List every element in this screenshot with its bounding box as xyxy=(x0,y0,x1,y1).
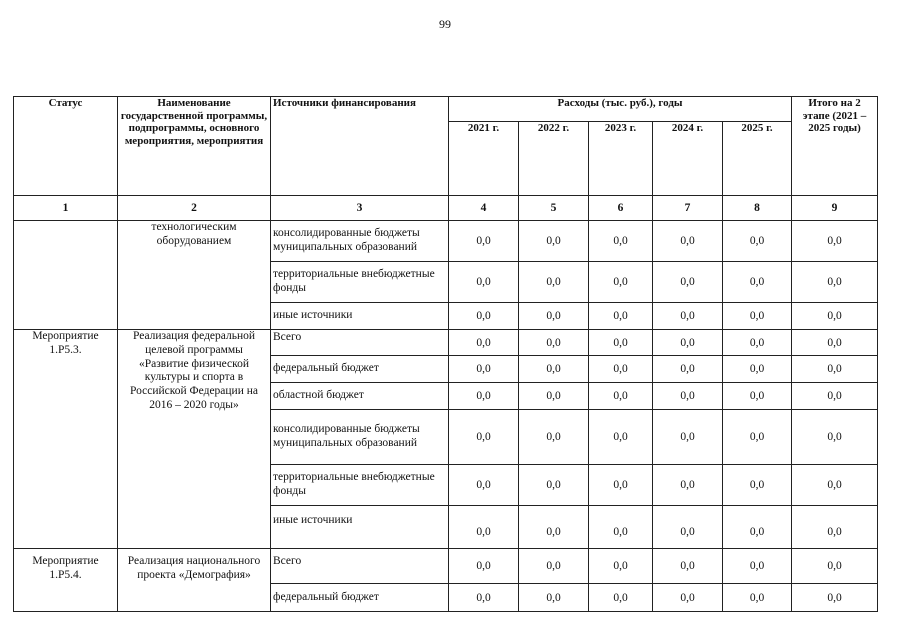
column-number: 1 xyxy=(14,196,118,221)
total-cell: 0,0 xyxy=(792,549,878,584)
value-cell: 0,0 xyxy=(589,584,653,612)
status-cell: Мероприятие 1.Р5.4. xyxy=(14,549,118,612)
value-cell: 0,0 xyxy=(519,262,589,303)
value-cell: 0,0 xyxy=(653,303,723,330)
table-row xyxy=(14,549,878,584)
header-name: Наименование государственной программы, подпрограммы, основного мероприятия, мероприятия xyxy=(118,97,271,196)
column-number-row xyxy=(14,196,878,221)
value-cell: 0,0 xyxy=(589,506,653,549)
column-number: 6 xyxy=(589,196,653,221)
value-cell: 0,0 xyxy=(449,506,519,549)
value-cell: 0,0 xyxy=(589,383,653,410)
total-cell: 0,0 xyxy=(792,410,878,465)
value-cell: 0,0 xyxy=(723,262,792,303)
value-cell: 0,0 xyxy=(653,221,723,262)
column-number: 7 xyxy=(653,196,723,221)
value-cell: 0,0 xyxy=(589,330,653,356)
column-number: 4 xyxy=(449,196,519,221)
total-cell: 0,0 xyxy=(792,330,878,356)
value-cell: 0,0 xyxy=(449,221,519,262)
header-total: Итого на 2 этапе (2021 – 2025 годы) xyxy=(792,97,878,196)
value-cell: 0,0 xyxy=(723,410,792,465)
value-cell: 0,0 xyxy=(449,356,519,383)
name-cell: технологическим оборудованием xyxy=(118,221,271,330)
value-cell: 0,0 xyxy=(653,383,723,410)
source-cell: территориальные внебюджетные фонды xyxy=(271,262,449,303)
value-cell: 0,0 xyxy=(653,584,723,612)
value-cell: 0,0 xyxy=(519,506,589,549)
column-number: 9 xyxy=(792,196,878,221)
value-cell: 0,0 xyxy=(653,356,723,383)
value-cell: 0,0 xyxy=(519,356,589,383)
value-cell: 0,0 xyxy=(589,356,653,383)
total-cell: 0,0 xyxy=(792,465,878,506)
header-year: 2025 г. xyxy=(723,122,792,196)
source-cell: Всего xyxy=(271,330,449,356)
value-cell: 0,0 xyxy=(653,549,723,584)
value-cell: 0,0 xyxy=(723,303,792,330)
header-row xyxy=(14,97,878,122)
source-cell: федеральный бюджет xyxy=(271,584,449,612)
value-cell: 0,0 xyxy=(589,410,653,465)
value-cell: 0,0 xyxy=(449,303,519,330)
value-cell: 0,0 xyxy=(723,221,792,262)
value-cell: 0,0 xyxy=(449,584,519,612)
source-cell: территориальные внебюджетные фонды xyxy=(271,465,449,506)
value-cell: 0,0 xyxy=(449,330,519,356)
table-row xyxy=(14,221,878,262)
value-cell: 0,0 xyxy=(589,549,653,584)
source-cell: консолидированные бюджеты муниципальных образований xyxy=(271,410,449,465)
header-year: 2021 г. xyxy=(449,122,519,196)
value-cell: 0,0 xyxy=(519,383,589,410)
value-cell: 0,0 xyxy=(519,221,589,262)
value-cell: 0,0 xyxy=(589,221,653,262)
value-cell: 0,0 xyxy=(653,465,723,506)
name-cell: Реализация национального проекта «Демография» xyxy=(118,549,271,612)
value-cell: 0,0 xyxy=(589,465,653,506)
value-cell: 0,0 xyxy=(589,303,653,330)
value-cell: 0,0 xyxy=(723,330,792,356)
value-cell: 0,0 xyxy=(449,383,519,410)
total-cell: 0,0 xyxy=(792,262,878,303)
value-cell: 0,0 xyxy=(519,330,589,356)
column-number: 2 xyxy=(118,196,271,221)
value-cell: 0,0 xyxy=(519,549,589,584)
value-cell: 0,0 xyxy=(653,262,723,303)
value-cell: 0,0 xyxy=(653,410,723,465)
value-cell: 0,0 xyxy=(449,410,519,465)
header-sources: Источники финансирования xyxy=(271,97,449,196)
source-cell: федеральный бюджет xyxy=(271,356,449,383)
value-cell: 0,0 xyxy=(519,465,589,506)
value-cell: 0,0 xyxy=(653,330,723,356)
value-cell: 0,0 xyxy=(653,506,723,549)
value-cell: 0,0 xyxy=(449,465,519,506)
header-year: 2023 г. xyxy=(589,122,653,196)
header-year: 2024 г. xyxy=(653,122,723,196)
source-cell: областной бюджет xyxy=(271,383,449,410)
total-cell: 0,0 xyxy=(792,383,878,410)
value-cell: 0,0 xyxy=(519,584,589,612)
value-cell: 0,0 xyxy=(449,262,519,303)
table-row xyxy=(14,330,878,356)
name-cell: Реализация федеральной целевой программы «Развитие физической культуры и спорта в Российской Федерации на 2016 – 2020 годы» xyxy=(118,330,271,549)
header-expenses: Расходы (тыс. руб.), годы xyxy=(449,97,792,122)
column-number: 5 xyxy=(519,196,589,221)
value-cell: 0,0 xyxy=(449,549,519,584)
value-cell: 0,0 xyxy=(723,584,792,612)
source-cell: иные источники xyxy=(271,506,449,549)
status-cell xyxy=(14,221,118,330)
total-cell: 0,0 xyxy=(792,506,878,549)
value-cell: 0,0 xyxy=(589,262,653,303)
page-number: 99 xyxy=(439,17,451,31)
column-number: 8 xyxy=(723,196,792,221)
value-cell: 0,0 xyxy=(723,506,792,549)
value-cell: 0,0 xyxy=(723,465,792,506)
budget-table xyxy=(13,96,878,612)
source-cell: иные источники xyxy=(271,303,449,330)
value-cell: 0,0 xyxy=(519,410,589,465)
status-cell: Мероприятие 1.Р5.3. xyxy=(14,330,118,549)
total-cell: 0,0 xyxy=(792,303,878,330)
total-cell: 0,0 xyxy=(792,356,878,383)
total-cell: 0,0 xyxy=(792,221,878,262)
source-cell: консолидированные бюджеты муниципальных образований xyxy=(271,221,449,262)
header-year: 2022 г. xyxy=(519,122,589,196)
column-number: 3 xyxy=(271,196,449,221)
value-cell: 0,0 xyxy=(723,356,792,383)
source-cell: Всего xyxy=(271,549,449,584)
value-cell: 0,0 xyxy=(723,383,792,410)
value-cell: 0,0 xyxy=(723,549,792,584)
value-cell: 0,0 xyxy=(519,303,589,330)
header-status: Статус xyxy=(14,97,118,196)
total-cell: 0,0 xyxy=(792,584,878,612)
